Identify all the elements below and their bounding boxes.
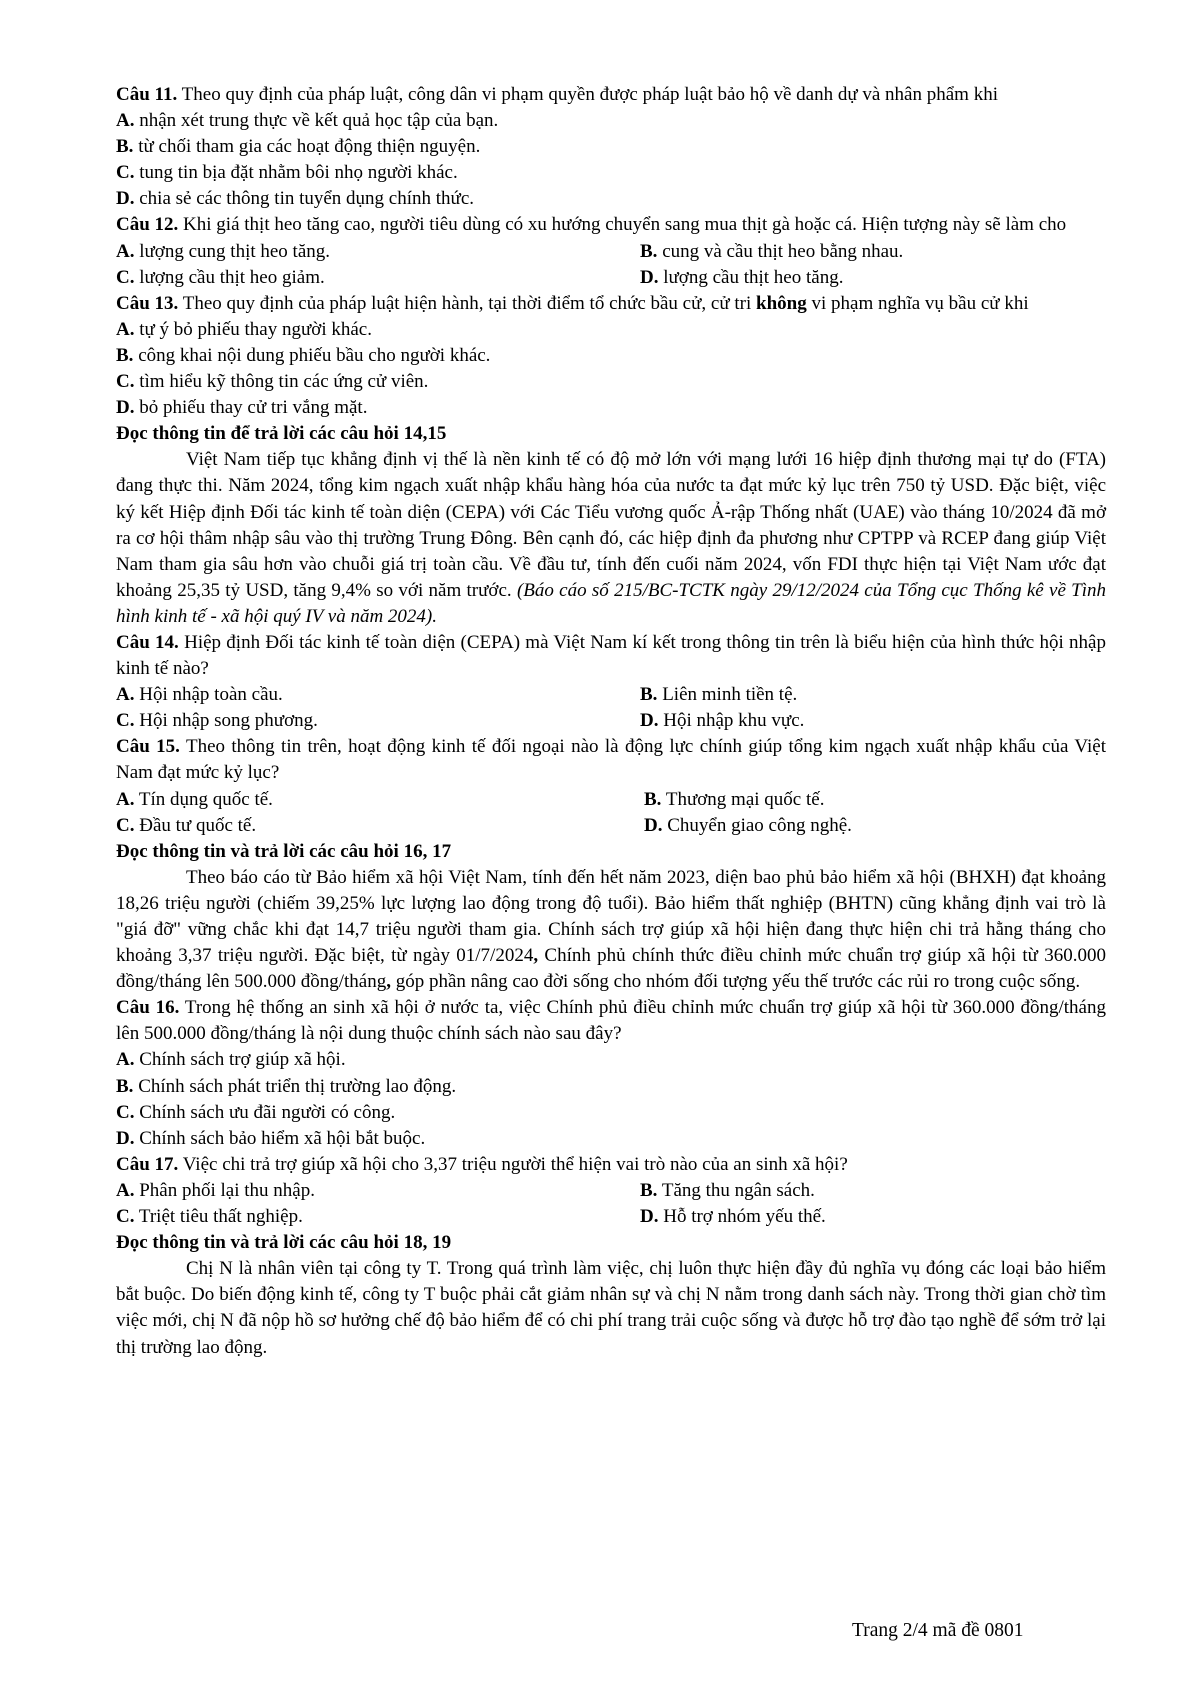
question-text: Theo quy định của pháp luật hiện hành, tại thời điểm tổ chức bầu cử, cử tri bbox=[182, 292, 752, 314]
option-14-a[interactable]: A. Hội nhập toàn cầu. bbox=[116, 684, 283, 706]
options-row bbox=[116, 1178, 1106, 1204]
option-15-c[interactable]: C. Đầu tư quốc tế. bbox=[116, 814, 257, 836]
question-label: Câu 15. bbox=[116, 736, 180, 758]
info-passage-18-19: Chị N là nhân viên tại công ty T. Trong quá trình làm việc, chị luôn thực hiện đầy đủ nghĩa vụ đóng các loại bảo hiểm bắt buộc. Do biến động kinh tế, công ty T buộc phải cắt giảm nhân sự và chị N nằm trong danh sách này. Trong thời gian chờ tìm việc mới, chị N đã nộp hồ sơ hưởng chế độ bảo hiểm để có chi phí trang trải cuộc sống và được hỗ trợ đào tạo nghề để sớm trở lại thị trường lao động. bbox=[116, 1258, 1106, 1358]
option-13-c[interactable]: C. tìm hiểu kỹ thông tin các ứng cử viên. bbox=[116, 371, 429, 393]
options-row bbox=[116, 1204, 1106, 1230]
option-16-b[interactable]: B. Chính sách phát triển thị trường lao động. bbox=[116, 1075, 457, 1097]
question-14 bbox=[116, 630, 1106, 682]
option-17-b[interactable]: B. Tăng thu ngân sách. bbox=[640, 1179, 815, 1201]
info-passage-14-15: Việt Nam tiếp tục khẳng định vị thế là nền kinh tế có độ mở lớn với mạng lưới 16 hiệp định thương mại tự do (FTA) đang thực thi. Năm 2024, tổng kim ngạch xuất nhập khẩu hàng hóa của nước ta đạt mức kỷ lục trên 750 tỷ USD. Đặc biệt, việc ký kết Hiệp định Đối tác kinh tế toàn diện (CEPA) với Các Tiểu vương quốc Ả-rập Thống nhất (UAE) vào tháng 10/2024 đã mở ra cơ hội thâm nhập sâu vào thị trường Trung Đông. Bên cạnh đó, các hiệp định đa phương như CPTPP và RCEP đang giúp Việt Nam tham gia sâu hơn vào chuỗi giá trị toàn cầu. Về đầu tư, tính đến cuối năm 2024, vốn FDI thực hiện tại Việt Nam ước đạt khoảng 25,35 tỷ USD, tăng 9,4% so với năm trước. (Báo cáo số 215/BC-TCTK ngày 29/12/2024 của Tổng cục Thống kê về Tình hình kinh tế - xã hội quý IV và năm 2024). bbox=[116, 449, 1107, 627]
question-label: Câu 14. bbox=[116, 631, 179, 653]
option-11-b[interactable]: B. từ chối tham gia các hoạt động thiện nguyện. bbox=[116, 136, 481, 158]
options-row bbox=[116, 682, 1106, 708]
options-row bbox=[116, 787, 1106, 813]
emphasis-word: không bbox=[756, 292, 807, 314]
options-row bbox=[116, 239, 1106, 265]
option-12-d[interactable]: D. lượng cầu thịt heo tăng. bbox=[640, 266, 844, 288]
option-14-d[interactable]: D. Hội nhập khu vực. bbox=[640, 710, 805, 732]
option-15-d[interactable]: D. Chuyển giao công nghệ. bbox=[644, 814, 852, 836]
question-text-end: vi phạm nghĩa vụ bầu cử khi bbox=[811, 292, 1029, 314]
option-17-c[interactable]: C. Triệt tiêu thất nghiệp. bbox=[116, 1206, 303, 1228]
info-heading-14-15: Đọc thông tin để trả lời các câu hỏi 14,15 bbox=[116, 423, 447, 445]
option-11-c[interactable]: C. tung tin bịa đặt nhằm bôi nhọ người khác. bbox=[116, 162, 458, 184]
option-14-c[interactable]: C. Hội nhập song phương. bbox=[116, 710, 318, 732]
options-row bbox=[116, 813, 1106, 839]
question-11 bbox=[116, 82, 1106, 108]
options-row bbox=[116, 708, 1106, 734]
option-16-d[interactable]: D. Chính sách bảo hiểm xã hội bắt buộc. bbox=[116, 1127, 426, 1149]
question-17 bbox=[116, 1152, 1106, 1178]
page-footer: Trang 2/4 mã đề 0801 bbox=[852, 1620, 1024, 1641]
option-16-a[interactable]: A. Chính sách trợ giúp xã hội. bbox=[116, 1049, 346, 1071]
page-content bbox=[116, 82, 1106, 1361]
question-12 bbox=[116, 212, 1106, 238]
option-12-b[interactable]: B. cung và cầu thịt heo bằng nhau. bbox=[640, 240, 904, 262]
option-11-a[interactable]: A. nhận xét trung thực về kết quả học tập của bạn. bbox=[116, 110, 499, 132]
info-heading-18-19: Đọc thông tin và trả lời các câu hỏi 18, 19 bbox=[116, 1232, 452, 1254]
question-text: Trong hệ thống an sinh xã hội ở nước ta, việc Chính phủ điều chỉnh mức chuẩn trợ giúp xã hội từ 360.000 đồng/tháng lên 500.000 đồng/tháng là nội dung thuộc chính sách nào sau đây? bbox=[116, 997, 1106, 1045]
option-12-c[interactable]: C. lượng cầu thịt heo giảm. bbox=[116, 266, 325, 288]
question-15 bbox=[116, 734, 1106, 786]
question-label: Câu 13. bbox=[116, 292, 179, 314]
question-16 bbox=[116, 995, 1106, 1047]
question-text: Khi giá thịt heo tăng cao, người tiêu dùng có xu hướng chuyển sang mua thịt gà hoặc cá. Hiện tượng này sẽ làm cho bbox=[183, 214, 1067, 236]
info-heading-16-17: Đọc thông tin và trả lời các câu hỏi 16, 17 bbox=[116, 840, 452, 862]
option-15-b[interactable]: B. Thương mại quốc tế. bbox=[644, 788, 825, 810]
option-13-a[interactable]: A. tự ý bỏ phiếu thay người khác. bbox=[116, 318, 372, 340]
question-label: Câu 11. bbox=[116, 84, 178, 105]
question-13 bbox=[116, 291, 1106, 317]
option-16-c[interactable]: C. Chính sách ưu đãi người có công. bbox=[116, 1101, 396, 1123]
question-text: Hiệp định Đối tác kinh tế toàn diện (CEPA) mà Việt Nam kí kết trong thông tin trên là biểu hiện của hình thức hội nhập kinh tế nào? bbox=[116, 631, 1106, 680]
question-label: Câu 16. bbox=[116, 997, 180, 1019]
option-13-b[interactable]: B. công khai nội dung phiếu bầu cho người khác. bbox=[116, 344, 491, 366]
option-12-a[interactable]: A. lượng cung thịt heo tăng. bbox=[116, 240, 331, 262]
question-text: Theo thông tin trên, hoạt động kinh tế đối ngoại nào là động lực chính giúp tổng kim ngạch xuất nhập khẩu của Việt Nam đạt mức kỷ lục? bbox=[116, 736, 1106, 784]
options-row bbox=[116, 265, 1106, 291]
question-label: Câu 12. bbox=[116, 214, 179, 236]
option-15-a[interactable]: A. Tín dụng quốc tế. bbox=[116, 788, 273, 810]
option-14-b[interactable]: B. Liên minh tiền tệ. bbox=[640, 684, 798, 706]
question-label: Câu 17. bbox=[116, 1153, 179, 1175]
info-passage-16-17: Theo báo cáo từ Bảo hiểm xã hội Việt Nam, tính đến hết năm 2023, diện bao phủ bảo hiểm xã hội (BHXH) đạt khoảng 18,26 triệu người (chiếm 39,25% lực lượng lao động trong độ tuổi). Bảo hiểm thất nghiệp (BHTN) cũng khẳng định vai trò là "giá đỡ" vững chắc khi đạt 14,7 triệu người tham gia. Chính sách trợ giúp xã hội hiện đang thực hiện chi trả hằng tháng cho khoảng 3,37 triệu người. Đặc biệt, từ ngày 01/7/2024, Chính phủ chính thức điều chỉnh mức chuẩn trợ giúp xã hội từ 360.000 đồng/tháng lên 500.000 đồng/tháng, góp phần nâng cao đời sống cho nhóm đối tượng yếu thế trước các rủi ro trong cuộc sống. bbox=[116, 866, 1106, 993]
question-text: Việc chi trả trợ giúp xã hội cho 3,37 triệu người thể hiện vai trò nào của an sinh xã hội? bbox=[182, 1153, 848, 1175]
question-text: Theo quy định của pháp luật, công dân vi phạm quyền được pháp luật bảo hộ về danh dự và nhân phẩm khi bbox=[181, 84, 998, 105]
option-11-d[interactable]: D. chia sẻ các thông tin tuyển dụng chính thức. bbox=[116, 188, 475, 210]
option-17-d[interactable]: D. Hỗ trợ nhóm yếu thế. bbox=[640, 1206, 826, 1228]
option-17-a[interactable]: A. Phân phối lại thu nhập. bbox=[116, 1179, 315, 1201]
source-citation: (Báo cáo số 215/BC-TCTK ngày 29/12/2024 của Tổng cục Thống kê về Tình hình kinh tế - xã hội quý IV và năm 2024). bbox=[116, 579, 1107, 627]
option-13-d[interactable]: D. bỏ phiếu thay cử tri vắng mặt. bbox=[116, 397, 368, 419]
